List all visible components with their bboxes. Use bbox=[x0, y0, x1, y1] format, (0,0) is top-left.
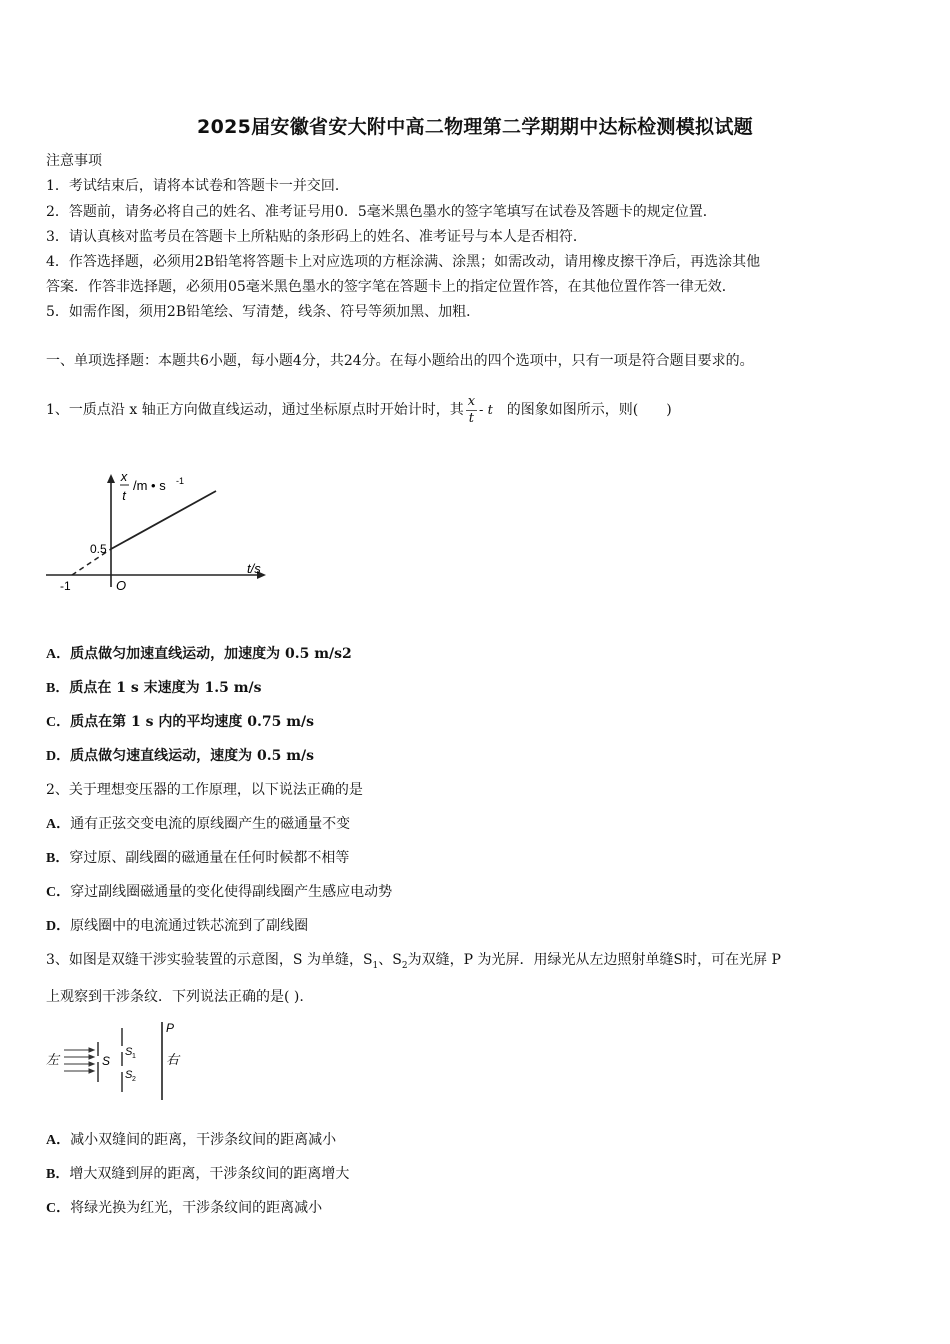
q3-option-a-text: 减小双缝间的距离，干涉条纹间的距离减小 bbox=[70, 1132, 337, 1148]
q3-option-c-text: 将绿光换为红光，干涉条纹间的距离减小 bbox=[70, 1200, 323, 1216]
q3-stem-line-2: 上观察到干涉条纹．下列说法正确的是( ). bbox=[46, 989, 304, 1005]
notice-item-3: 3．请认真核对监考员在答题卡上所粘贴的条形码上的姓名、准考证号与本人是否相符． bbox=[46, 229, 587, 245]
q1-option-d-text: 质点做匀速直线运动，速度为 0.5 m/s bbox=[70, 748, 315, 764]
q1-intercept-label: 0.5 bbox=[90, 542, 107, 556]
notice-item-4-cont: 答案．作答非选择题，必须用05毫米黑色墨水的签字笔在答题卡上的指定位置作答，在其他位置作答一律无效． bbox=[46, 279, 736, 295]
q3-option-a-letter: A． bbox=[46, 1133, 71, 1148]
q2-stem: 2、关于理想变压器的工作原理，以下说法正确的是 bbox=[46, 782, 363, 798]
q3-option-c[interactable] bbox=[46, 1198, 322, 1219]
q1-xlabel: t/s bbox=[247, 561, 261, 576]
q1-frac-den: t bbox=[468, 410, 474, 426]
q1-graph bbox=[44, 465, 284, 595]
q1-ylabel-num: x bbox=[120, 469, 128, 484]
q1-stem-text-b: 的图象如图所示，则( ) bbox=[506, 402, 672, 418]
q2-option-b-letter: B． bbox=[46, 851, 70, 866]
q1-ylabel-unit-exp: -1 bbox=[176, 476, 185, 486]
q2-option-c-letter: C． bbox=[46, 885, 71, 900]
q1-neg-label: -1 bbox=[60, 579, 71, 593]
q1-option-a-letter: A． bbox=[46, 647, 71, 662]
q1-option-b-letter: B． bbox=[46, 681, 70, 696]
q2-option-c[interactable] bbox=[46, 882, 392, 903]
q1-ylabel-den: t bbox=[122, 488, 126, 503]
q1-dash-t: - t bbox=[479, 403, 493, 418]
q3-s1-label-sub: 1 bbox=[132, 1053, 136, 1060]
q3-stem-1a: 3、如图是双缝干涉实验装置的示意图，S 为单缝，S bbox=[46, 952, 373, 968]
notice-item-2: 2．答题前，请务必将自己的姓名、准考证号用0．5毫米黑色墨水的签字笔填写在试卷及答题卡的规定位置． bbox=[46, 204, 717, 220]
q1-option-a[interactable] bbox=[46, 644, 352, 665]
q1-option-c-text: 质点在第 1 s 内的平均速度 0.75 m/s bbox=[70, 714, 315, 730]
q1-y-arrow bbox=[107, 474, 115, 483]
q2-option-d[interactable] bbox=[46, 916, 308, 937]
q3-s2-sub: 2 bbox=[401, 960, 408, 971]
q2-option-d-text: 原线圈中的电流通过铁芯流到了副线圈 bbox=[70, 918, 309, 934]
q2-option-a[interactable] bbox=[46, 814, 350, 835]
q3-stem-1b: 、S bbox=[378, 952, 402, 968]
q1-stem-text-a: 1、一质点沿 x 轴正方向做直线运动，通过坐标原点时开始计时，其 bbox=[46, 402, 464, 418]
q2-option-a-letter: A． bbox=[46, 817, 71, 832]
q2-option-a-text: 通有正弦交变电流的原线圈产生的磁通量不变 bbox=[70, 816, 351, 832]
q2-option-b[interactable] bbox=[46, 848, 349, 869]
q3-right-label: 右 bbox=[166, 1052, 180, 1067]
q3-s2-label: S bbox=[125, 1069, 133, 1081]
section-heading: 一、单项选择题：本题共6小题，每小题4分，共24分。在每小题给出的四个选项中，只有一项是符合题目要求的。 bbox=[46, 353, 754, 369]
q2-option-c-text: 穿过副线圈磁通量的变化使得副线圈产生感应电动势 bbox=[70, 884, 393, 900]
notice-item-4: 4．作答选择题，必须用2B铅笔将答题卡上对应选项的方框涂满、涂黑；如需改动，请用橡皮擦干净后，再选涂其他 bbox=[46, 254, 761, 270]
q2-option-b-text: 穿过原、副线圈的磁通量在任何时候都不相等 bbox=[69, 850, 350, 866]
q1-data-line bbox=[111, 491, 216, 549]
q1-frac-num: x bbox=[467, 393, 476, 409]
q3-p-label: P bbox=[166, 1021, 175, 1035]
q3-stem-1c: 为双缝，P 为光屏．用绿光从左边照射单缝S时，可在光屏 P bbox=[407, 952, 781, 968]
q1-ylabel-unit: /m • s bbox=[133, 478, 166, 493]
q3-s1-label: S bbox=[125, 1046, 133, 1058]
q1-option-a-text: 质点做匀加速直线运动，加速度为 0.5 m/s2 bbox=[70, 646, 352, 662]
notice-item-5: 5．如需作图，须用2B铅笔绘、写清楚，线条、符号等须加黑、加粗． bbox=[46, 304, 481, 320]
q3-option-a[interactable] bbox=[46, 1130, 336, 1151]
q3-option-b[interactable] bbox=[46, 1164, 349, 1185]
q1-option-b[interactable] bbox=[46, 678, 262, 699]
q3-s1-sub: 1 bbox=[372, 960, 379, 971]
q3-option-b-text: 增大双缝到屏的距离，干涉条纹间的距离增大 bbox=[69, 1166, 350, 1182]
q3-light-arrows bbox=[64, 1048, 94, 1073]
q3-left-label: 左 bbox=[46, 1052, 60, 1067]
q1-origin-label: O bbox=[116, 578, 127, 593]
notice-item-1: 1．考试结束后，请将本试卷和答题卡一并交回． bbox=[46, 178, 349, 194]
q1-option-c[interactable] bbox=[46, 712, 314, 733]
q3-option-b-letter: B． bbox=[46, 1167, 70, 1182]
q1-stem bbox=[46, 393, 672, 428]
q2-option-d-letter: D． bbox=[46, 919, 71, 934]
q3-option-c-letter: C． bbox=[46, 1201, 71, 1216]
q1-fraction bbox=[466, 394, 477, 427]
q1-option-b-text: 质点在 1 s 末速度为 1.5 m/s bbox=[69, 680, 262, 696]
page-title: 2025届安徽省安大附中高二物理第二学期期中达标检测模拟试题 bbox=[197, 116, 753, 138]
q3-s-label: S bbox=[102, 1054, 111, 1068]
q3-stem-line-1 bbox=[46, 950, 781, 976]
q3-s2-label-sub: 2 bbox=[132, 1076, 136, 1083]
notice-heading: 注意事项 bbox=[46, 153, 102, 169]
q3-diagram bbox=[44, 1020, 194, 1102]
q1-option-c-letter: C． bbox=[46, 715, 71, 730]
q1-option-d-letter: D． bbox=[46, 749, 71, 764]
q1-option-d[interactable] bbox=[46, 746, 314, 767]
